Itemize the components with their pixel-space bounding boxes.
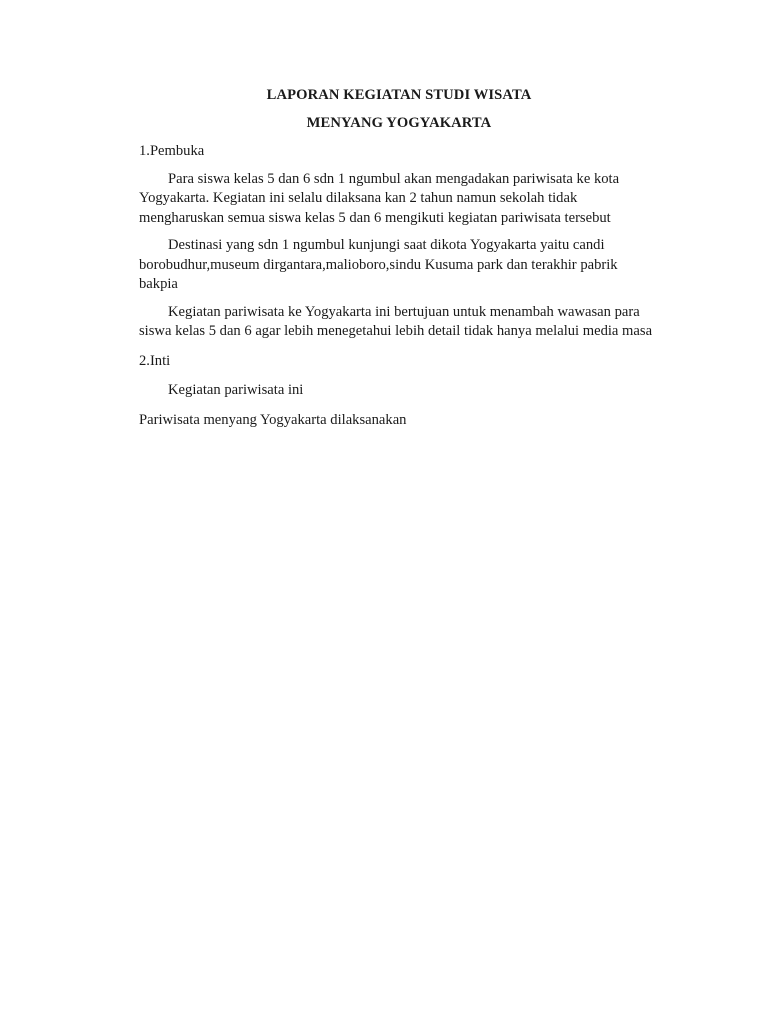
paragraph-purpose: Kegiatan pariwisata ke Yogyakarta ini bertujuan untuk menambah wawasan para siswa kelas 5 dan 6 agar lebih menegetahui lebih detail tidak hanya melalui media masa [139, 303, 653, 339]
document-title-line-2: MENYANG YOGYAKARTA [306, 114, 492, 131]
document-title-line-1: LAPORAN KEGIATAN STUDI WISATA [266, 87, 532, 103]
paragraph-inti-indented: Kegiatan pariwisata ini [168, 382, 304, 398]
paragraph-destinations: Destinasi yang sdn 1 ngumbul kunjungi saat dikota Yogyakarta yaitu candi borobudhur,museum dirgantara,malioboro,sindu Kusuma park dan terakhir pabrik bakpia [139, 237, 618, 292]
paragraph-intro: Para siswa kelas 5 dan 6 sdn 1 ngumbul akan mengadakan pariwisata ke kota Yogyakarta. Kegiatan ini selalu dilaksana kan 2 tahun namun sekolah tidak mengharuskan semua siswa kelas 5 dan 6 mengikuti kegiatan pariwisata tersebut [139, 170, 620, 226]
section-heading-inti: 2.Inti [139, 352, 171, 369]
paragraph-inti-plain: Pariwisata menyang Yogyakarta dilaksanakan [139, 411, 407, 428]
document-body [139, 86, 659, 430]
section-heading-pembuka: 1.Pembuka [139, 143, 205, 159]
